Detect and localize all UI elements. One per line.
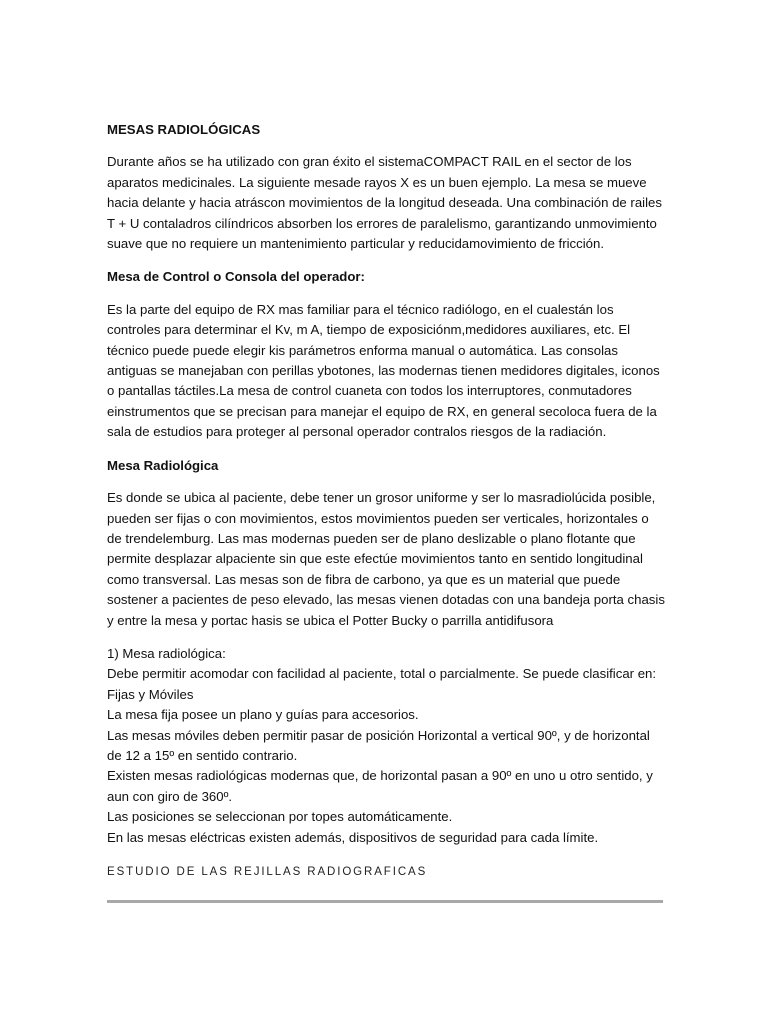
list-line: Las posiciones se seleccionan por topes automáticamente. (107, 809, 453, 825)
list-line: En las mesas eléctricas existen además, dispositivos de seguridad para cada límite. (107, 829, 599, 845)
consola-paragraph: Es la parte del equipo de RX mas familiar para el técnico radiólogo, en el cualestán los controles para determinar el Kv, m A, tiempo de exposiciónm,medidores auxiliares, etc. El técnico puede puede elegir kis parámetros enforma manual o automática. Las consolas antiguas se manejaban con perillas ybotones, las modernas tienen medidores digitales, iconos o pantallas táctiles.La mesa de control cuaneta con todos los interruptores, conmutadores einstrumentos que se precisan para manejar el equipo de RX, en general secoloca fuera de la sala de estudios para proteger al personal operador contralos riesgos de la radiación. (107, 301, 660, 440)
list-line: La mesa fija posee un plano y guías para accesorios. (107, 707, 419, 723)
horizontal-divider (107, 900, 663, 903)
document-body (107, 120, 667, 868)
document-title: MESAS RADIOLÓGICAS (107, 122, 261, 137)
section-title-mesa-radiologica: Mesa Radiológica (107, 457, 219, 473)
section-title-consola: Mesa de Control o Consola del operador: (107, 269, 365, 285)
intro-paragraph: Durante años se ha utilizado con gran éxito el sistemaCOMPACT RAIL en el sector de los aparatos medicinales. La siguiente mesade rayos X es un buen ejemplo. La mesa se mueve hacia delante y hacia atráscon movimientos de la longitud deseada. Una combinación de railes T + U contaladros cilíndricos absorben los errores de paralelismo, garantizando unmovimiento suave que no requiere un mantenimiento particular y reducidamovimiento de fricción. (107, 154, 662, 252)
mesa-radiologica-paragraph: Es donde se ubica al paciente, debe tener un grosor uniforme y ser lo masradiolúcida posible, pueden ser fijas o con movimientos, estos movimientos pueden ser verticales, horizontales o de trendelemburg. Las mas modernas pueden ser de plano deslizable o plano flotante que permite desplazar alpaciente sin que este efectúe movimientos tanto en sentido longitudinal como transversal. Las mesas son de fibra de carbono, ya que es un material que puede sostener a pacientes de peso elevado, las mesas vienen dotadas con una bandeja porta chasis y entre la mesa y portac hasis se ubica el Potter Bucky o parrilla antidifusora (107, 490, 665, 628)
list-line: Existen mesas radiológicas modernas que, de horizontal pasan a 90º en uno u otro sentido, y aun con giro de 360º. (107, 768, 653, 804)
list-line: 1) Mesa radiológica: (107, 645, 226, 661)
rejillas-section-title: ESTUDIO DE LAS REJILLAS RADIOGRAFICAS (107, 866, 428, 878)
list-line: Fijas y Móviles (107, 686, 194, 702)
list-line: Las mesas móviles deben permitir pasar de posición Horizontal a vertical 90º, y de horizontal de 12 a 15º en sentido contrario. (107, 727, 650, 763)
mesa-radiologica-list (107, 644, 667, 848)
list-line: Debe permitir acomodar con facilidad al paciente, total o parcialmente. Se puede clasificar en: (107, 666, 657, 682)
